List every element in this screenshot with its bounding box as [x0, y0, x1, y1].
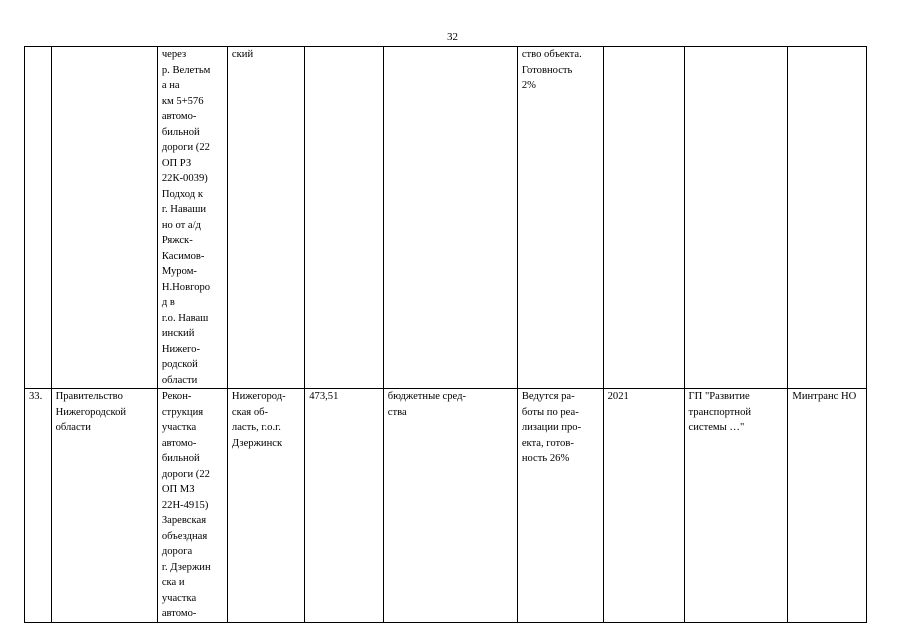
cell-num: 33. — [25, 389, 52, 623]
cell-object: Рекон- струкция участка автомо- бильной дороги (22 ОП МЗ 22Н-4915) Заревская объездная дорога г. Дзержин ска и участка автомо- — [157, 389, 227, 623]
cell-executor: Минтранс НО — [788, 389, 867, 623]
table-row-33 — [25, 389, 867, 623]
cell-executor — [788, 47, 867, 389]
cell-region: ский — [227, 47, 304, 389]
cell-cost: 473,51 — [305, 389, 384, 623]
cell-status: ство объекта. Готовность 2% — [517, 47, 603, 389]
cell-year: 2021 — [603, 389, 684, 623]
cell-source — [383, 47, 517, 389]
cell-status: Ведутся ра- боты по реа- лизации про- екта, готов- ность 26% — [517, 389, 603, 623]
cell-region: Нижегород- ская об- ласть, г.о.г. Дзержинск — [227, 389, 304, 623]
projects-table — [24, 46, 867, 623]
cell-cost — [305, 47, 384, 389]
cell-program: ГП "Развитие транспортной системы …" — [684, 389, 788, 623]
page-number: 32 — [447, 31, 458, 43]
cell-source: бюджетные сред- ства — [383, 389, 517, 623]
cell-year — [603, 47, 684, 389]
cell-program — [684, 47, 788, 389]
cell-object: через р. Велетьм а на км 5+576 автомо- бильной дороги (22 ОП РЗ 22К-0039) Подход к г. Наваши но от а/д Ряжск- Касимов- Муром- Н.Новгоро д в г.о. Наваш инский Нижего- родской области — [157, 47, 227, 389]
table-row-continued — [25, 47, 867, 389]
cell-owner: Правительство Нижегородской области — [51, 389, 157, 623]
cell-num — [25, 47, 52, 389]
cell-owner — [51, 47, 157, 389]
